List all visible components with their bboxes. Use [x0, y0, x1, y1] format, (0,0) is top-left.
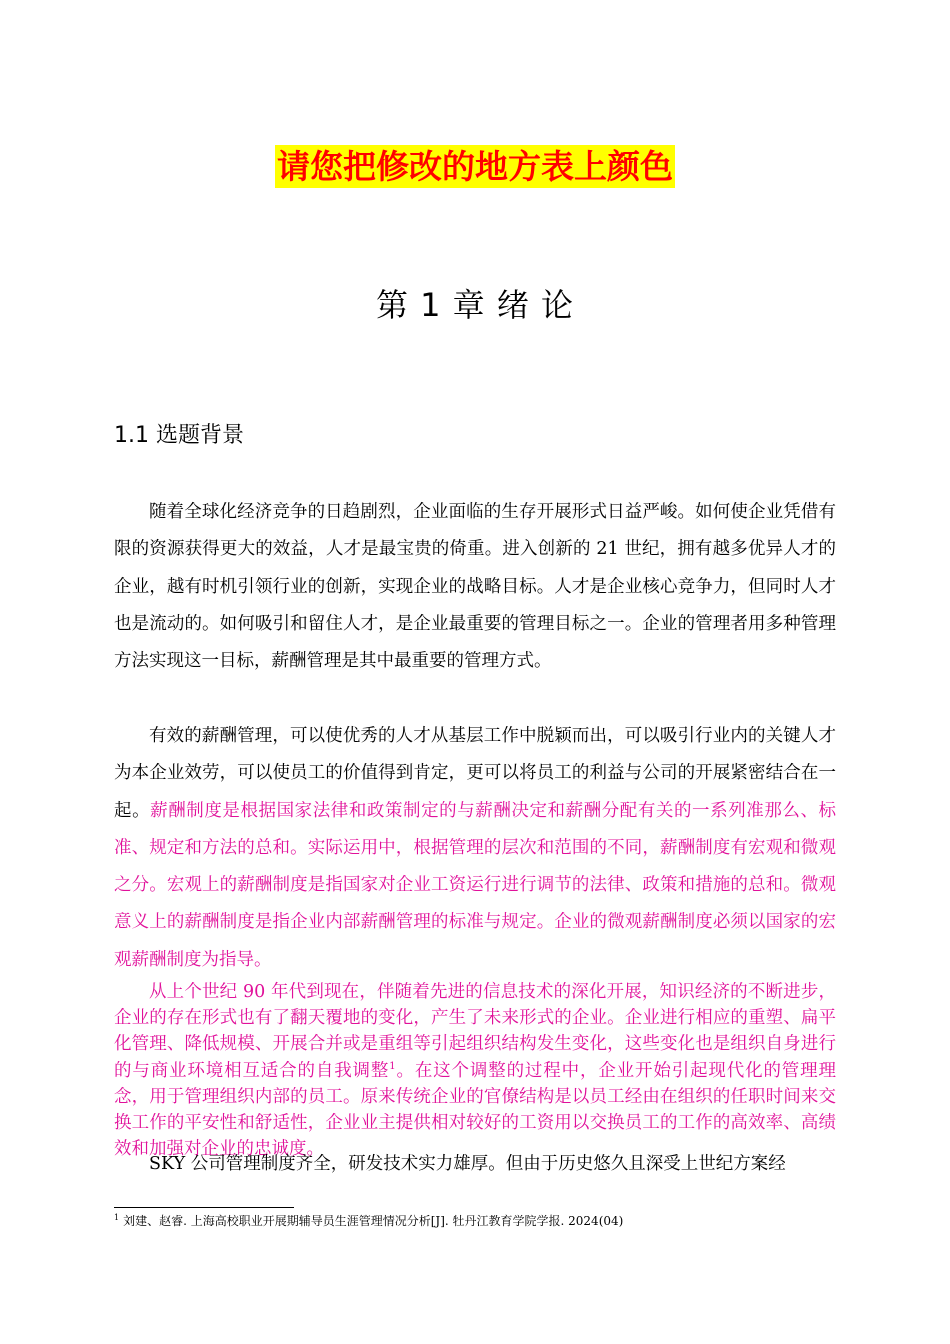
- footnote-marker: 1: [114, 1213, 120, 1222]
- paragraph-3-revised: [114, 979, 836, 1162]
- revision-notice: [0, 147, 950, 187]
- chapter-title: 第 1 章 绪 论: [375, 286, 575, 324]
- revision-notice-text: 请您把修改的地方表上颜色: [277, 147, 673, 186]
- footnote-reference[interactable]: 1: [389, 1060, 396, 1072]
- footnote-separator: [114, 1207, 294, 1208]
- section-title: 1.1 选题背景: [114, 423, 244, 448]
- paragraph-2-revised: 薪酬制度是根据国家法律和政策制定的与薪酬决定和薪酬分配有关的一系列准那么、标准、规定和方法的总和。实际运用中，根据管理的层次和范围的不同，薪酬制度有宏观和微观之分。宏观上的薪酬制度是指国家对企业工资运行进行调节的法律、政策和措施的总和。微观意义上的薪酬制度是指企业内部薪酬管理的标准与规定。企业的微观薪酬制度必须以国家的宏观薪酬制度为指导。: [114, 800, 837, 970]
- footnote: [114, 1212, 836, 1230]
- paragraph-2-original: 有效的薪酬管理，可以使优秀的人才从基层工作中脱颖而出，可以吸引行业内的关键人才为本企业效劳，可以使员工的价值得到肯定，更可以将员工的利益与公司的开展紧密结合在一起。: [114, 726, 836, 821]
- paragraph-3-part2: 。在这个调整的过程中，企业开始引起现代化的管理理念，用于管理组织内部的员工。原来传统企业的官僚结构是以员工经由在组织的任职时间来交换工作的平安性和舒适性，企业业主提供相对较好的工资用以交换员工的工作的高效率、高绩效和加强对企业的忠诚度。: [114, 1060, 837, 1160]
- paragraph-3-part1: 从上个世纪 90 年代到现在，伴随着先进的信息技术的深化开展，知识经济的不断进步，企业的存在形式也有了翻天覆地的变化，产生了未来形式的企业。企业进行相应的重塑、扁平化管理、降低规模、开展合并或是重组等引起组织结构发生变化，这些变化也是组织自身进行的与商业环境相互适合的自我调整: [114, 982, 836, 1081]
- paragraph-4: SKY 公司管理制度齐全，研发技术实力雄厚。但由于历史悠久且深受上世纪方案经: [149, 1154, 786, 1174]
- footnote-text: 刘建、赵睿. 上海高校职业开展期辅导员生涯管理情况分析[J]. 牡丹江教育学院学报. 2024(04): [123, 1214, 624, 1228]
- paragraph-2: [114, 718, 836, 979]
- paragraph-1: 随着全球化经济竞争的日趋剧烈，企业面临的生存开展形式日益严峻。如何使企业凭借有限的资源获得更大的效益，人才是最宝贵的倚重。进入创新的 21 世纪，拥有越多优异人才的企业，越有时机引领行业的创新，实现企业的战略目标。人才是企业核心竞争力，但同时人才也是流动的。如何吸引和留住人才，是企业最重要的管理目标之一。企业的管理者用多种管理方法实现这一目标，薪酬管理是其中最重要的管理方式。: [114, 502, 836, 672]
